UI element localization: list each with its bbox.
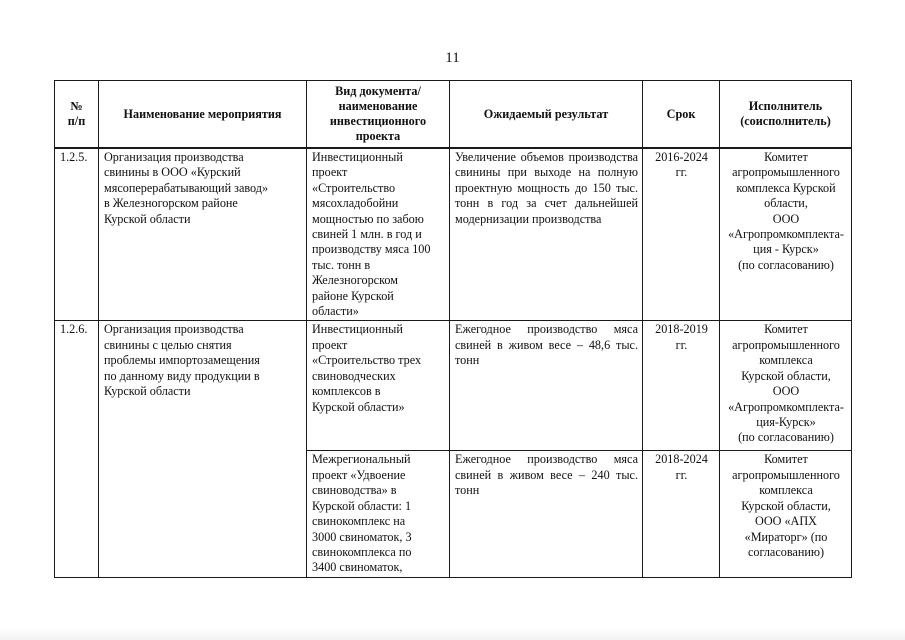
page-number: 11 (445, 50, 460, 66)
row-result: Увеличение объемов производства свинины при выходе на полную проектную мощность до 150 тыс. тонн в год за счет дальнейшей модернизации производства (450, 148, 643, 321)
row-term: 2016-2024 гг. (643, 148, 720, 321)
row-executor: Комитет агропромышленного комплекса Курской области, ООО «АПХ «Мираторг» (по согласованию) (720, 451, 852, 577)
row-result: Ежегодное производство мяса свиней в живом весе – 48,6 тыс. тонн (450, 321, 643, 451)
row-term: 2018-2024 гг. (643, 451, 720, 577)
table-header-row (55, 81, 852, 149)
row-executor: Комитет агропромышленного комплекса Курской области, ООО «Агропромкомплекта- ция - Курск» (по согласованию) (720, 148, 852, 321)
row-name: Организация производства свинины в ООО «Курский мясоперерабатывающий завод» в Железногорском районе Курской области (99, 148, 307, 321)
row-executor: Комитет агропромышленного комплекса Курской области, ООО «Агропромкомплекта- ция-Курск» (по согласованию) (720, 321, 852, 451)
row-doc: Инвестиционный проект «Строительство мясохладобойни мощностью по забою свиней 1 млн. в год и производству мяса 100 тыс. тонн в Железногорском районе Курской области» (307, 148, 450, 321)
row-result: Ежегодное производство мяса свиней в живом весе – 240 тыс. тонн (450, 451, 643, 577)
header-executor: Исполнитель (соисполнитель) (720, 81, 852, 149)
measures-table (54, 80, 852, 578)
header-term: Срок (643, 81, 720, 149)
header-num: № п/п (55, 81, 99, 149)
row-name: Организация производства свинины с целью снятия проблемы импортозамещения по данному виду продукции в Курской области (99, 321, 307, 577)
row-doc: Инвестиционный проект «Строительство трех свиноводческих комплексов в Курской области» (307, 321, 450, 451)
table-row (55, 148, 852, 321)
row-num: 1.2.5. (55, 148, 99, 321)
row-num: 1.2.6. (55, 321, 99, 577)
table-row (55, 321, 852, 451)
row-term: 2018-2019 гг. (643, 321, 720, 451)
header-result: Ожидаемый результат (450, 81, 643, 149)
scan-edge-shade (0, 628, 905, 640)
header-name: Наименование мероприятия (99, 81, 307, 149)
header-doc: Вид документа/ наименование инвестиционного проекта (307, 81, 450, 149)
row-doc: Межрегиональный проект «Удвоение свиноводства» в Курской области: 1 свинокомплекс на 3000 свиноматок, 3 свинокомплекса по 3400 свиноматок, (307, 451, 450, 577)
